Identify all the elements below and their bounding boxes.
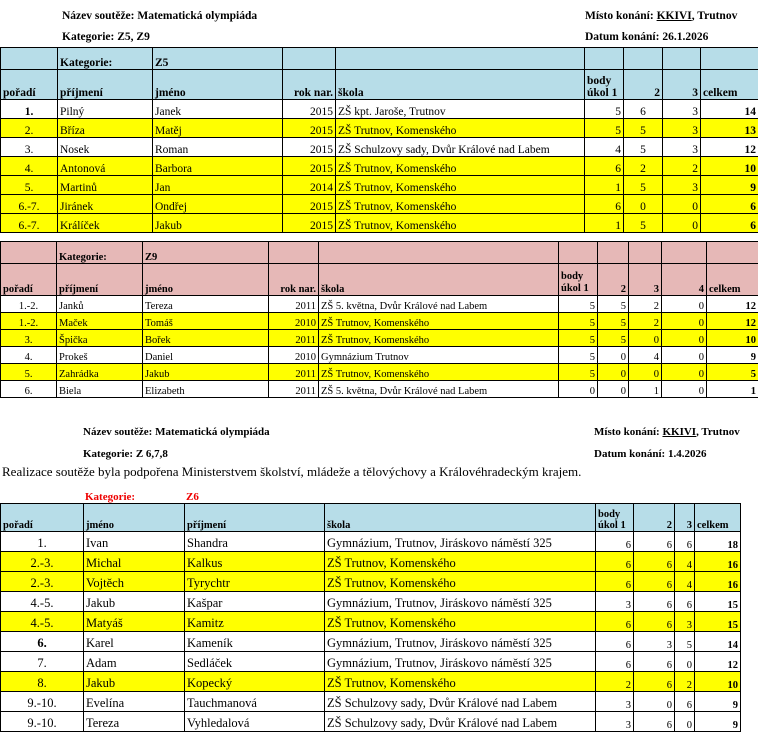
- cell-ukol2: 5: [624, 176, 663, 195]
- table-row: [1, 592, 741, 612]
- cell-ukol3: 3: [663, 138, 701, 157]
- cell-celkem: 15: [695, 592, 741, 612]
- cell-poradi: 4.: [1, 347, 57, 364]
- cell-ukol1: 3: [596, 712, 634, 732]
- table-row: [1, 572, 741, 592]
- cell-skola: Gymnázium, Trutnov, Jiráskovo náměstí 325: [325, 632, 596, 652]
- cell-ukol2: 6: [624, 100, 663, 119]
- cell-rok: 2011: [269, 364, 319, 381]
- table-row: [1, 552, 741, 572]
- cell-ukol1: 5: [559, 364, 598, 381]
- cell-skola: ZŠ Trutnov, Komenského: [336, 176, 585, 195]
- cell-prijmeni: Kameník: [185, 632, 325, 652]
- col-celkem: celkem: [701, 70, 758, 100]
- cell-poradi: 6.: [1, 381, 57, 398]
- cell-ukol4: 0: [662, 347, 707, 364]
- cell-skola: Gymnázium Trutnov: [319, 347, 559, 364]
- cell-jmeno: Jakub: [153, 214, 283, 233]
- cell-celkem: 13: [701, 119, 758, 138]
- cell-skola: ZŠ Trutnov, Komenského: [325, 552, 596, 572]
- cell-ukol2: 5: [624, 214, 663, 233]
- cell-ukol3: 3: [663, 100, 701, 119]
- table-row: [1, 652, 741, 672]
- cell-ukol3: 0: [675, 712, 695, 732]
- cell-prijmeni: Bříza: [58, 119, 153, 138]
- cell-ukol1: 6: [596, 572, 634, 592]
- cell-celkem: 12: [707, 313, 758, 330]
- table-row: [1, 119, 758, 138]
- cell-celkem: 12: [707, 296, 758, 313]
- cell-skola: ZŠ Schulzovy sady, Dvůr Králové nad Labem: [325, 712, 596, 732]
- cell-ukol3: 4: [675, 572, 695, 592]
- col-ukol3: 3: [629, 264, 662, 296]
- cell-ukol3: 0: [663, 214, 701, 233]
- cell-poradi: 9.-10.: [1, 712, 84, 732]
- cell-celkem: 10: [707, 330, 758, 347]
- cell-jmeno: Tereza: [84, 712, 185, 732]
- cell-jmeno: Jakub: [84, 592, 185, 612]
- col-prijmeni: příjmení: [57, 264, 143, 296]
- cell-ukol3: 6: [675, 532, 695, 552]
- cell-prijmeni: Nosek: [58, 138, 153, 157]
- col-celkem: celkem: [695, 504, 741, 532]
- cell-skola: ZŠ Trutnov, Komenského: [336, 119, 585, 138]
- cell-ukol3: 0: [629, 364, 662, 381]
- venue-line: Místo konání: KKIVI, Trutnov: [585, 10, 738, 22]
- cell-jmeno: Ondřej: [153, 195, 283, 214]
- table-row: [1, 612, 741, 632]
- cell-prijmeni: Sedláček: [185, 652, 325, 672]
- col-ukol3: 3: [663, 70, 701, 100]
- cell-jmeno: Elizabeth: [143, 381, 269, 398]
- cell-rok: 2010: [269, 313, 319, 330]
- col-prijmeni: příjmení: [185, 504, 325, 532]
- cell-jmeno: Matyáš: [84, 612, 185, 632]
- cell-poradi: 1.: [1, 532, 84, 552]
- table-row: [1, 100, 758, 119]
- table-row: [1, 138, 758, 157]
- cell-ukol4: 0: [662, 296, 707, 313]
- col-ukol1: body úkol 1: [559, 264, 598, 296]
- cell-skola: ZŠ Trutnov, Komenského: [325, 672, 596, 692]
- cell-ukol3: 3: [663, 119, 701, 138]
- cell-celkem: 12: [695, 652, 741, 672]
- date-line: Datum konání: 26.1.2026: [585, 31, 709, 43]
- cell-ukol1: 5: [559, 347, 598, 364]
- cell-ukol1: 2: [596, 672, 634, 692]
- cell-ukol2: 0: [598, 381, 629, 398]
- cell-prijmeni: Maček: [57, 313, 143, 330]
- col-jmeno: jméno: [84, 504, 185, 532]
- cell-ukol1: 6: [585, 157, 624, 176]
- date-line: Datum konání: 1.4.2026: [594, 448, 707, 460]
- cell-ukol3: 0: [629, 330, 662, 347]
- cell-celkem: 6: [701, 195, 758, 214]
- cell-ukol1: 5: [585, 100, 624, 119]
- cell-ukol4: 0: [662, 364, 707, 381]
- cell-skola: ZŠ Trutnov, Komenského: [319, 313, 559, 330]
- cell-ukol3: 3: [663, 176, 701, 195]
- category-value: Z5: [153, 48, 283, 70]
- cell-jmeno: Matěj: [153, 119, 283, 138]
- cell-ukol1: 6: [585, 195, 624, 214]
- category-label: Kategorie:: [58, 48, 153, 70]
- col-celkem: celkem: [707, 264, 758, 296]
- cell-poradi: 7.: [1, 652, 84, 672]
- cell-poradi: 4.-5.: [1, 612, 84, 632]
- cell-poradi: 6.-7.: [1, 214, 58, 233]
- cell-poradi: 4.: [1, 157, 58, 176]
- cell-ukol3: 6: [675, 592, 695, 612]
- cell-ukol2: 0: [598, 347, 629, 364]
- col-ukol2: 2: [598, 264, 629, 296]
- table-row: [1, 195, 758, 214]
- cell-celkem: 9: [695, 692, 741, 712]
- col-rok: rok nar.: [269, 264, 319, 296]
- cell-ukol1: 5: [559, 330, 598, 347]
- cell-skola: ZŠ 5. května, Dvůr Králové nad Labem: [319, 296, 559, 313]
- col-skola: škola: [336, 70, 585, 100]
- cell-celkem: 6: [701, 214, 758, 233]
- cell-skola: ZŠ Schulzovy sady, Dvůr Králové nad Labem: [325, 692, 596, 712]
- cell-poradi: 9.-10.: [1, 692, 84, 712]
- col-ukol1: body úkol 1: [585, 70, 624, 100]
- cell-ukol1: 5: [559, 313, 598, 330]
- col-poradi: pořadí: [1, 264, 57, 296]
- cell-ukol1: 1: [585, 214, 624, 233]
- cell-ukol3: 2: [629, 296, 662, 313]
- cell-poradi: 6.-7.: [1, 195, 58, 214]
- cell-prijmeni: Kopecký: [185, 672, 325, 692]
- cell-skola: ZŠ kpt. Jaroše, Trutnov: [336, 100, 585, 119]
- cell-ukol2: 6: [634, 572, 675, 592]
- cell-rok: 2011: [269, 381, 319, 398]
- cell-celkem: 16: [695, 552, 741, 572]
- cell-skola: ZŠ 5. května, Dvůr Králové nad Labem: [319, 381, 559, 398]
- cell-ukol3: 3: [675, 612, 695, 632]
- support-note: Realizace soutěže byla podpořena Ministerstvem školství, mládeže a tělovýchovy a Královéhradeckým krajem.: [2, 464, 582, 479]
- cell-skola: ZŠ Trutnov, Komenského: [319, 364, 559, 381]
- cell-ukol3: 0: [675, 652, 695, 672]
- col-poradi: pořadí: [1, 70, 58, 100]
- cell-rok: 2015: [283, 119, 336, 138]
- table-row: [1, 364, 758, 381]
- cell-poradi: 1.-2.: [1, 296, 57, 313]
- cell-jmeno: Vojtěch: [84, 572, 185, 592]
- col-ukol2: 2: [634, 504, 675, 532]
- cell-ukol3: 0: [663, 195, 701, 214]
- cell-ukol2: 6: [634, 612, 675, 632]
- cell-ukol3: 2: [675, 672, 695, 692]
- contest-name: Název soutěže: Matematická olympiáda: [83, 426, 270, 438]
- cell-ukol1: 1: [585, 176, 624, 195]
- cell-ukol1: 4: [585, 138, 624, 157]
- col-prijmeni: příjmení: [58, 70, 153, 100]
- cell-ukol3: 4: [675, 552, 695, 572]
- cell-prijmeni: Jiránek: [58, 195, 153, 214]
- cell-skola: ZŠ Trutnov, Komenského: [325, 612, 596, 632]
- cell-ukol4: 0: [662, 313, 707, 330]
- cell-rok: 2011: [269, 296, 319, 313]
- cell-rok: 2015: [283, 100, 336, 119]
- col-ukol3: 3: [675, 504, 695, 532]
- col-skola: škola: [325, 504, 596, 532]
- cell-jmeno: Tereza: [143, 296, 269, 313]
- cell-ukol3: 2: [663, 157, 701, 176]
- cell-jmeno: Michal: [84, 552, 185, 572]
- header-block-1: [0, 4, 758, 48]
- cell-ukol1: 3: [596, 692, 634, 712]
- cell-skola: Gymnázium, Trutnov, Jiráskovo náměstí 325: [325, 532, 596, 552]
- cell-skola: ZŠ Trutnov, Komenského: [325, 572, 596, 592]
- cell-jmeno: Daniel: [143, 347, 269, 364]
- cell-ukol1: 6: [596, 632, 634, 652]
- cell-prijmeni: Kašpar: [185, 592, 325, 612]
- cell-prijmeni: Králíček: [58, 214, 153, 233]
- cell-jmeno: Barbora: [153, 157, 283, 176]
- table-row: [1, 157, 758, 176]
- cell-skola: ZŠ Trutnov, Komenského: [336, 214, 585, 233]
- col-ukol1: body úkol 1: [596, 504, 634, 532]
- cell-prijmeni: Zahrádka: [57, 364, 143, 381]
- cell-celkem: 9: [707, 347, 758, 364]
- table-row: [1, 214, 758, 233]
- table-z5: [0, 47, 758, 233]
- col-ukol4: 4: [662, 264, 707, 296]
- cell-rok: 2011: [269, 330, 319, 347]
- cell-celkem: 9: [701, 176, 758, 195]
- cell-skola: Gymnázium, Trutnov, Jiráskovo náměstí 325: [325, 592, 596, 612]
- cell-jmeno: Karel: [84, 632, 185, 652]
- cell-poradi: 4.-5.: [1, 592, 84, 612]
- cell-ukol1: 0: [559, 381, 598, 398]
- cell-ukol2: 0: [634, 692, 675, 712]
- cell-ukol4: 0: [662, 330, 707, 347]
- cell-ukol2: 5: [624, 138, 663, 157]
- cell-skola: ZŠ Schulzovy sady, Dvůr Králové nad Labem: [336, 138, 585, 157]
- cell-skola: ZŠ Trutnov, Komenského: [336, 195, 585, 214]
- table-row: [1, 672, 741, 692]
- cell-celkem: 16: [695, 572, 741, 592]
- cell-ukol3: 4: [629, 347, 662, 364]
- cell-ukol1: 5: [559, 296, 598, 313]
- cell-ukol2: 0: [624, 195, 663, 214]
- cell-ukol2: 6: [634, 672, 675, 692]
- cell-prijmeni: Špička: [57, 330, 143, 347]
- table-row: [1, 692, 741, 712]
- category-value: Z9: [143, 242, 269, 264]
- col-skola: škola: [319, 264, 559, 296]
- col-jmeno: jméno: [143, 264, 269, 296]
- cell-ukol1: 3: [596, 592, 634, 612]
- cell-ukol2: 6: [634, 592, 675, 612]
- cell-poradi: 2.-3.: [1, 572, 84, 592]
- cell-prijmeni: Tauchmanová: [185, 692, 325, 712]
- cell-ukol1: 5: [585, 119, 624, 138]
- category-label: Kategorie:: [85, 491, 136, 503]
- cell-ukol2: 5: [598, 296, 629, 313]
- cell-rok: 2015: [283, 214, 336, 233]
- table-row: [1, 532, 741, 552]
- cell-rok: 2015: [283, 157, 336, 176]
- cell-celkem: 12: [701, 138, 758, 157]
- cell-ukol1: 6: [596, 532, 634, 552]
- table-row: [1, 176, 758, 195]
- cell-rok: 2010: [269, 347, 319, 364]
- cell-jmeno: Tomáš: [143, 313, 269, 330]
- cell-jmeno: Jakub: [84, 672, 185, 692]
- cell-poradi: 1.-2.: [1, 313, 57, 330]
- cell-jmeno: Adam: [84, 652, 185, 672]
- cell-ukol2: 6: [634, 552, 675, 572]
- cell-jmeno: Bořek: [143, 330, 269, 347]
- cell-prijmeni: Shandra: [185, 532, 325, 552]
- cell-celkem: 14: [695, 632, 741, 652]
- cell-ukol2: 2: [624, 157, 663, 176]
- cell-ukol2: 6: [634, 532, 675, 552]
- table-row: [1, 712, 741, 732]
- table-row: [1, 632, 741, 652]
- table-row: [1, 296, 758, 313]
- cell-poradi: 5.: [1, 364, 57, 381]
- cell-celkem: 5: [707, 364, 758, 381]
- col-poradi: pořadí: [1, 504, 84, 532]
- cell-prijmeni: Prokeš: [57, 347, 143, 364]
- cell-poradi: 3.: [1, 138, 58, 157]
- cell-ukol3: 6: [675, 692, 695, 712]
- col-rok: rok nar.: [283, 70, 336, 100]
- table-z9: [0, 241, 758, 398]
- cell-ukol2: 3: [634, 632, 675, 652]
- cell-prijmeni: Janků: [57, 296, 143, 313]
- cell-prijmeni: Antonová: [58, 157, 153, 176]
- table-row: [1, 313, 758, 330]
- cell-skola: ZŠ Trutnov, Komenského: [319, 330, 559, 347]
- category-line: Kategorie: Z5, Z9: [62, 31, 150, 43]
- cell-jmeno: Evelína: [84, 692, 185, 712]
- cell-ukol3: 1: [629, 381, 662, 398]
- cell-jmeno: Jakub: [143, 364, 269, 381]
- cell-jmeno: Jan: [153, 176, 283, 195]
- cell-jmeno: Janek: [153, 100, 283, 119]
- cell-poradi: 8.: [1, 672, 84, 692]
- cell-celkem: 14: [701, 100, 758, 119]
- cell-ukol2: 5: [598, 313, 629, 330]
- cell-celkem: 1: [707, 381, 758, 398]
- cell-rok: 2014: [283, 176, 336, 195]
- cell-prijmeni: Kalkus: [185, 552, 325, 572]
- table-row: [1, 381, 758, 398]
- cell-celkem: 15: [695, 612, 741, 632]
- cell-ukol2: 5: [598, 330, 629, 347]
- cell-rok: 2015: [283, 138, 336, 157]
- category-line: Kategorie: Z 6,7,8: [83, 448, 168, 460]
- category-label: Kategorie:: [57, 242, 143, 264]
- cell-poradi: 2.-3.: [1, 552, 84, 572]
- venue-line: Místo konání: KKIVI, Trutnov: [594, 426, 740, 438]
- cell-celkem: 10: [701, 157, 758, 176]
- cell-prijmeni: Pilný: [58, 100, 153, 119]
- venue-link[interactable]: KKIVI: [656, 10, 692, 22]
- col-jmeno: jméno: [153, 70, 283, 100]
- cell-ukol3: 5: [675, 632, 695, 652]
- cell-prijmeni: Martinů: [58, 176, 153, 195]
- cell-ukol2: 0: [598, 364, 629, 381]
- cell-ukol2: 6: [634, 712, 675, 732]
- cell-prijmeni: Vyhledalová: [185, 712, 325, 732]
- cell-ukol2: 6: [634, 652, 675, 672]
- venue-link[interactable]: KKIVI: [662, 426, 697, 438]
- cell-rok: 2015: [283, 195, 336, 214]
- cell-ukol2: 5: [624, 119, 663, 138]
- cell-jmeno: Roman: [153, 138, 283, 157]
- cell-prijmeni: Tyrychtr: [185, 572, 325, 592]
- cell-ukol1: 6: [596, 552, 634, 572]
- cell-ukol4: 0: [662, 381, 707, 398]
- cell-skola: ZŠ Trutnov, Komenského: [336, 157, 585, 176]
- cell-celkem: 18: [695, 532, 741, 552]
- cell-ukol3: 2: [629, 313, 662, 330]
- table-row: [1, 347, 758, 364]
- cell-poradi: 6.: [1, 632, 84, 652]
- cell-jmeno: Ivan: [84, 532, 185, 552]
- cell-poradi: 1.: [1, 100, 58, 119]
- cell-prijmeni: Biela: [57, 381, 143, 398]
- cell-ukol1: 6: [596, 612, 634, 632]
- table-row: [1, 330, 758, 347]
- cell-poradi: 2.: [1, 119, 58, 138]
- cell-skola: Gymnázium, Trutnov, Jiráskovo náměstí 325: [325, 652, 596, 672]
- cell-poradi: 3.: [1, 330, 57, 347]
- cell-celkem: 9: [695, 712, 741, 732]
- cell-poradi: 5.: [1, 176, 58, 195]
- contest-name: Název soutěže: Matematická olympiáda: [62, 10, 258, 22]
- cell-celkem: 10: [695, 672, 741, 692]
- category-value: Z6: [186, 491, 199, 503]
- cell-ukol1: 6: [596, 652, 634, 672]
- col-ukol2: 2: [624, 70, 663, 100]
- table-z6: [0, 484, 758, 732]
- cell-prijmeni: Kamitz: [185, 612, 325, 632]
